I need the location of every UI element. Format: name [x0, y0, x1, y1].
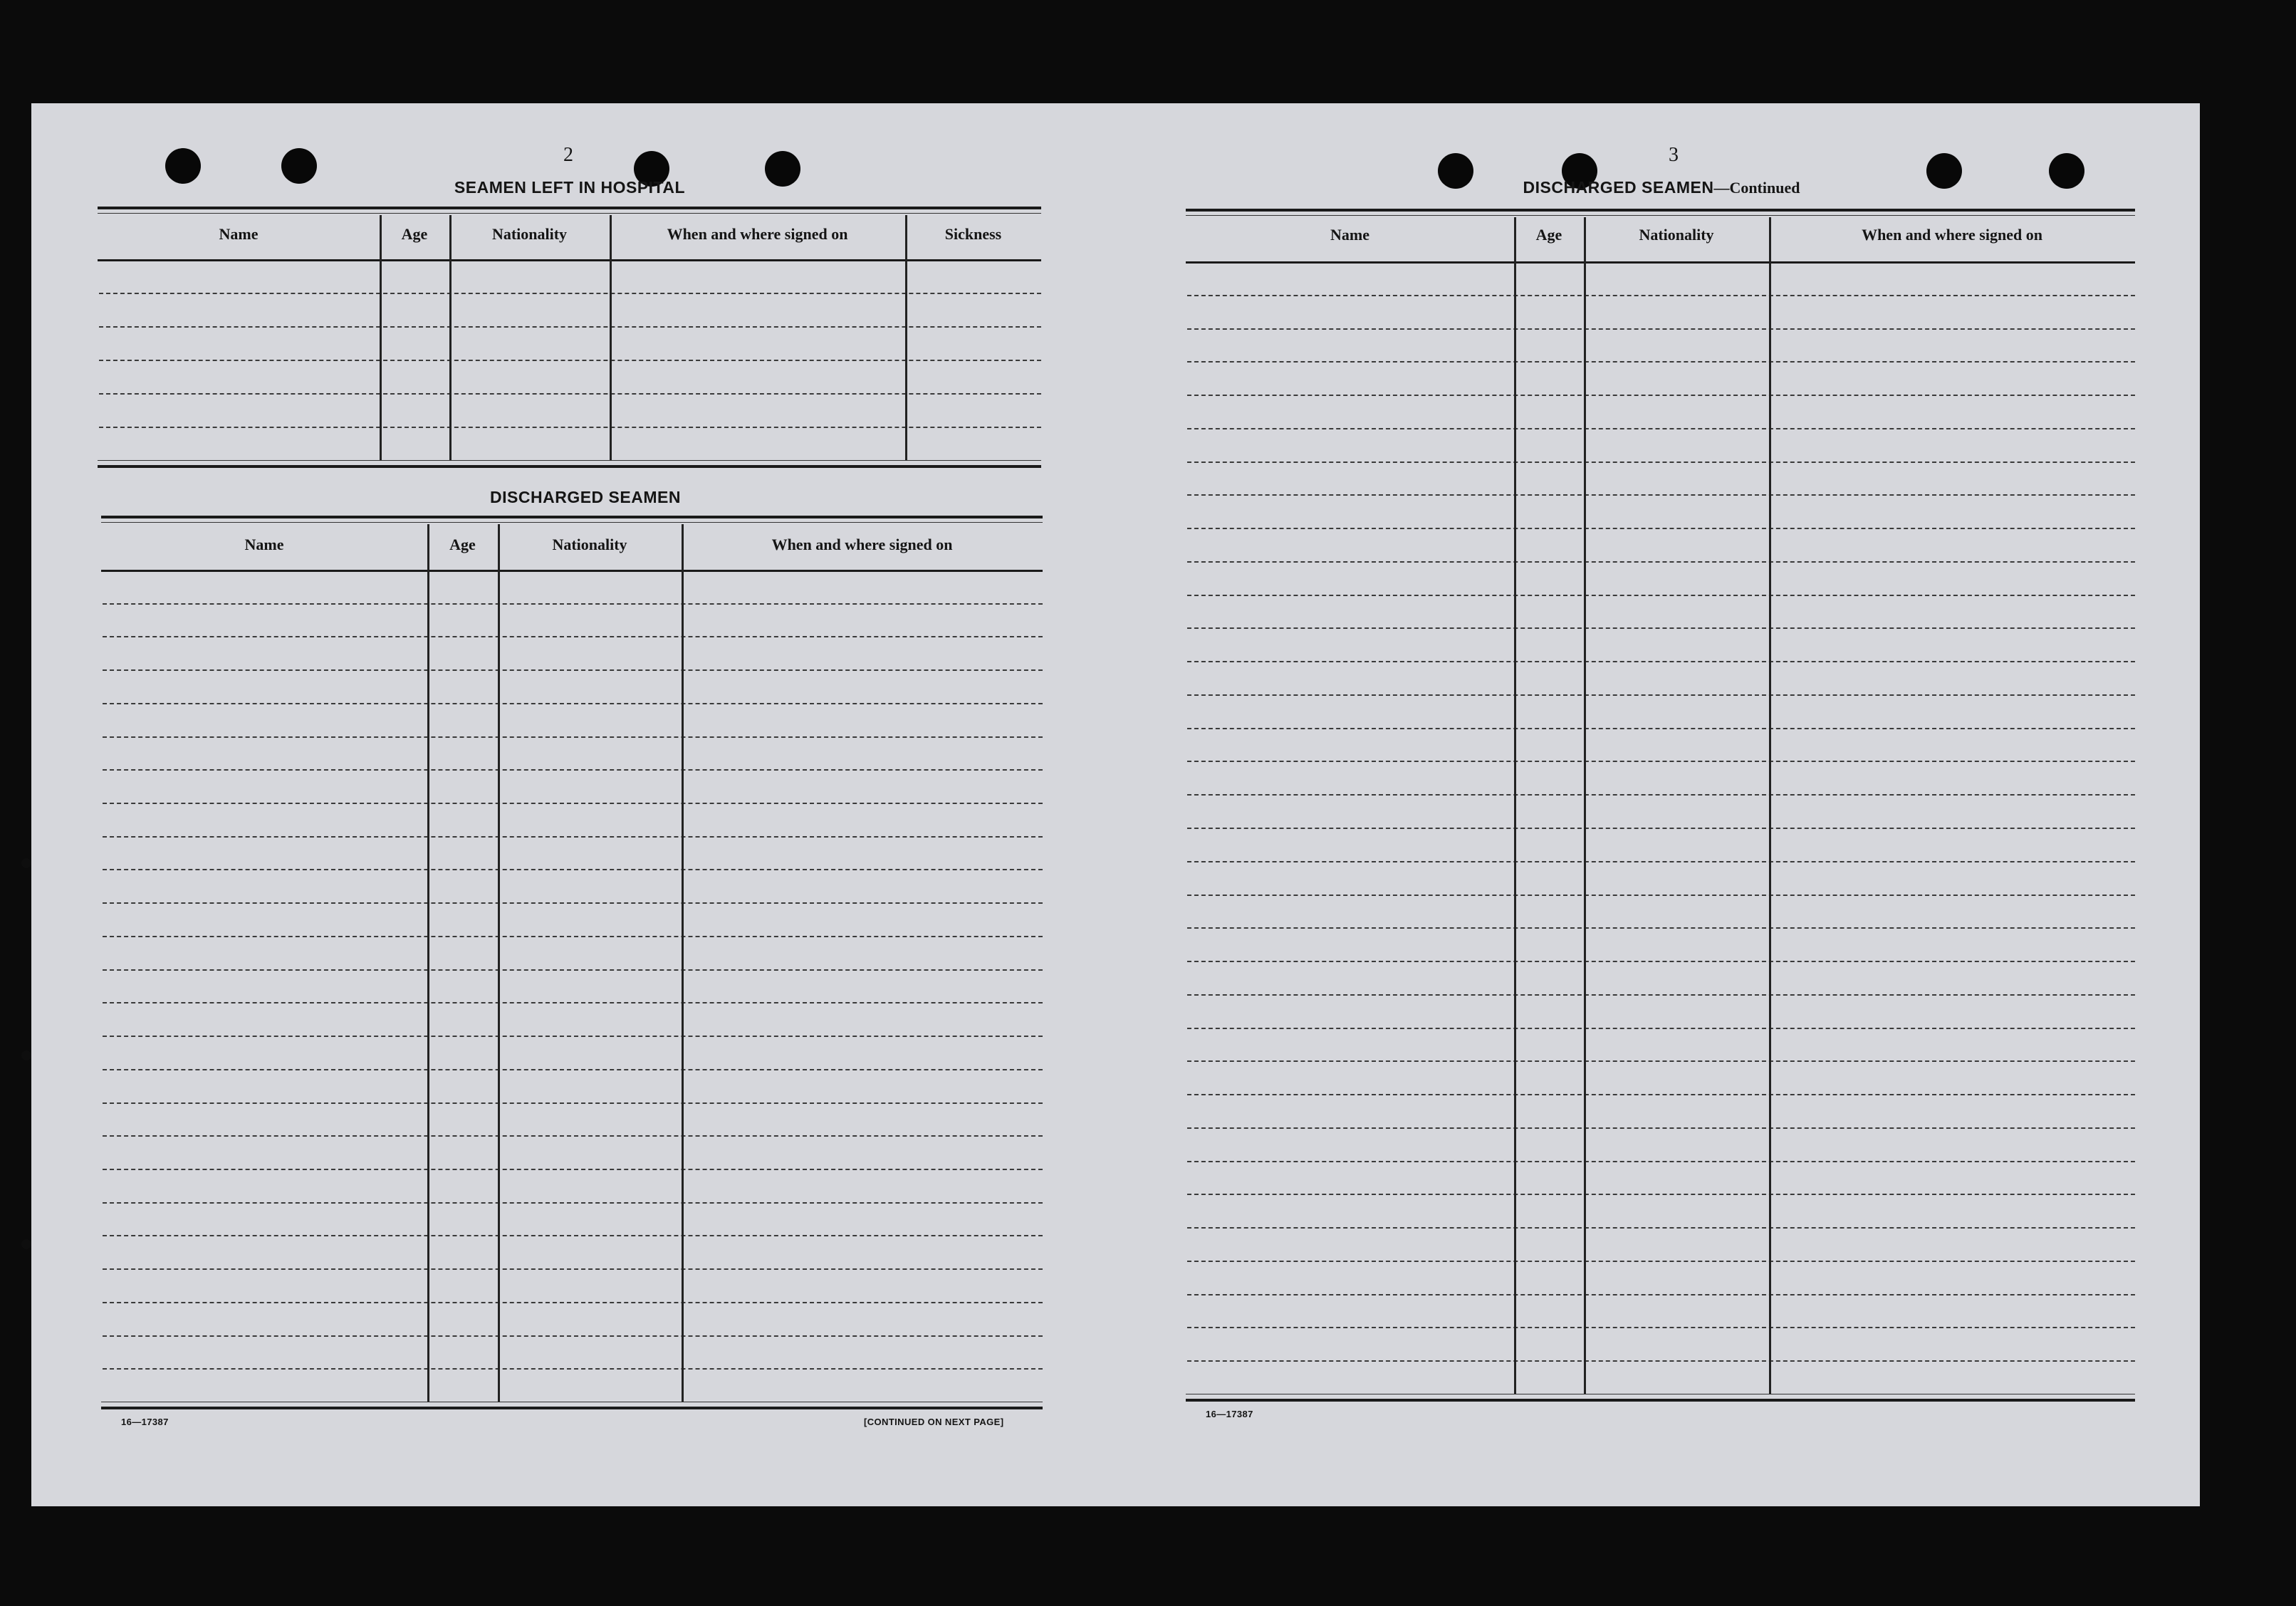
row-line: [1187, 395, 2135, 396]
title-suffix: —Continued: [1713, 179, 1800, 197]
row-line: [1187, 1060, 2135, 1062]
row-line: [103, 1036, 1043, 1037]
row-line: [1187, 361, 2135, 363]
row-line: [1187, 794, 2135, 796]
punch-hole: [2049, 153, 2084, 189]
row-line: [103, 1202, 1043, 1204]
row-line: [103, 769, 1043, 771]
punch-hole: [165, 148, 201, 184]
column-divider: [682, 524, 684, 1402]
row-line: [1187, 661, 2135, 662]
row-line: [1187, 861, 2135, 862]
row-line: [1187, 961, 2135, 962]
row-line: [1187, 728, 2135, 729]
column-divider: [610, 215, 612, 460]
section-title-hospital: SEAMEN LEFT IN HOSPITAL: [454, 178, 686, 197]
row-line: [103, 703, 1043, 704]
row-line: [1187, 1161, 2135, 1162]
bottom-rule: [98, 465, 1041, 468]
row-line: [103, 669, 1043, 671]
row-line: [1187, 1127, 2135, 1129]
punch-hole: [765, 151, 800, 187]
discharged-continued-table: [1186, 209, 2135, 1404]
form-number-right: 16—17387: [1206, 1409, 1253, 1419]
column-header-age: Age: [1535, 226, 1562, 244]
header-rule: [101, 570, 1043, 572]
page-number-right: 3: [1669, 144, 1679, 166]
bottom-rule: [101, 1407, 1043, 1409]
title-text: DISCHARGED SEAMEN: [1523, 178, 1714, 197]
column-header-nationality: Nationality: [491, 225, 568, 243]
row-line: [103, 1102, 1043, 1104]
bottom-rule: [1186, 1399, 2135, 1402]
column-header-signed-on: When and where signed on: [771, 536, 953, 553]
column-header-sickness: Sickness: [944, 225, 1002, 243]
row-line: [103, 1235, 1043, 1236]
row-line: [1187, 528, 2135, 529]
row-line: [1187, 1194, 2135, 1195]
row-line: [99, 326, 1041, 328]
form-number-left: 16—17387: [121, 1417, 169, 1427]
row-line: [103, 1335, 1043, 1337]
column-divider: [1769, 217, 1771, 1394]
column-divider: [1514, 217, 1516, 1394]
row-line: [103, 1268, 1043, 1270]
column-header-signed-on: When and where signed on: [1862, 226, 2042, 244]
row-line: [1187, 1294, 2135, 1295]
continued-note: [CONTINUED ON NEXT PAGE]: [864, 1417, 1004, 1427]
row-line: [103, 1169, 1043, 1170]
row-line: [103, 1135, 1043, 1137]
edge-mark: [21, 1239, 31, 1249]
column-divider: [449, 215, 452, 460]
row-line: [103, 1002, 1043, 1003]
row-line: [1187, 994, 2135, 996]
row-line: [1187, 295, 2135, 296]
column-divider: [905, 215, 907, 460]
punch-hole: [1926, 153, 1962, 189]
row-line: [99, 393, 1041, 395]
row-line: [103, 869, 1043, 870]
column-divider: [498, 524, 500, 1402]
header-rule: [98, 259, 1041, 261]
section-title-discharged-continued: [1523, 178, 1800, 197]
row-line: [103, 603, 1043, 605]
column-header-age: Age: [401, 225, 428, 243]
edge-mark: [21, 1050, 31, 1060]
row-line: [99, 293, 1041, 294]
row-line: [103, 836, 1043, 838]
column-header-name: Name: [219, 225, 259, 243]
row-line: [99, 360, 1041, 361]
page-number-left: 2: [563, 144, 573, 166]
row-line: [103, 736, 1043, 738]
row-line: [1187, 1327, 2135, 1328]
column-header-age: Age: [449, 536, 476, 553]
row-line: [103, 1069, 1043, 1070]
row-line: [1187, 694, 2135, 696]
row-line: [99, 427, 1041, 428]
edge-mark: [21, 858, 31, 868]
row-line: [1187, 595, 2135, 596]
row-line: [103, 936, 1043, 937]
row-line: [1187, 494, 2135, 496]
punch-hole: [1438, 153, 1473, 189]
row-line: [1187, 428, 2135, 429]
row-line: [103, 1368, 1043, 1370]
bottom-rule: [98, 460, 1041, 461]
row-line: [1187, 462, 2135, 463]
row-line: [1187, 1028, 2135, 1029]
row-line: [1187, 561, 2135, 563]
row-line: [1187, 1261, 2135, 1262]
column-header-name: Name: [1330, 226, 1369, 244]
hospital-table: [98, 207, 1041, 470]
header-rule: [1186, 261, 2135, 264]
column-header-nationality: Nationality: [1639, 226, 1714, 244]
column-divider: [1584, 217, 1586, 1394]
row-line: [1187, 761, 2135, 762]
row-line: [1187, 627, 2135, 629]
row-line: [103, 969, 1043, 971]
column-divider: [427, 524, 429, 1402]
section-title-discharged: DISCHARGED SEAMEN: [490, 488, 681, 506]
column-header-signed-on: When and where signed on: [667, 225, 848, 243]
row-line: [1187, 895, 2135, 896]
row-line: [103, 803, 1043, 804]
column-divider: [380, 215, 382, 460]
row-line: [1187, 828, 2135, 829]
row-line: [103, 636, 1043, 637]
row-line: [1187, 1360, 2135, 1362]
row-line: [1187, 1227, 2135, 1229]
discharged-table: [101, 516, 1043, 1412]
row-line: [1187, 1094, 2135, 1095]
row-line: [1187, 328, 2135, 330]
column-header-nationality: Nationality: [552, 536, 627, 553]
row-line: [103, 902, 1043, 904]
punch-hole: [281, 148, 317, 184]
row-line: [103, 1302, 1043, 1303]
row-line: [1187, 927, 2135, 929]
column-header-name: Name: [244, 536, 284, 553]
